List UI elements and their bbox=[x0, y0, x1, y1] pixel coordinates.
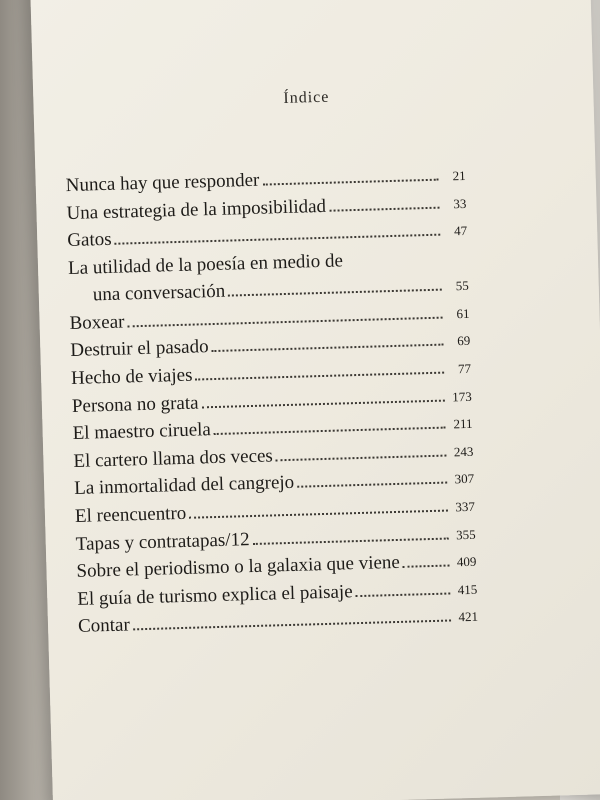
entry-page: 33 bbox=[453, 195, 467, 211]
entry-page: 69 bbox=[457, 333, 471, 349]
entry-page: 61 bbox=[456, 305, 470, 322]
entry-title: Una estrategia de la imposibilidad bbox=[66, 195, 327, 224]
entry-title: Destruir el pasado bbox=[70, 336, 209, 362]
entry-title: Tapas y contratapas/12 bbox=[75, 528, 250, 555]
entry-title-line2: una conversación bbox=[92, 280, 226, 306]
entry-page: 421 bbox=[458, 609, 479, 625]
dot-leader bbox=[253, 536, 449, 544]
entry-page: 55 bbox=[455, 278, 469, 294]
dot-leader bbox=[196, 371, 445, 381]
dot-leader bbox=[228, 288, 442, 297]
entry-page: 355 bbox=[455, 526, 476, 542]
dot-leader bbox=[356, 591, 451, 597]
dot-leader bbox=[276, 453, 447, 461]
entry-title: La inmortalidad del cangrejo bbox=[73, 472, 295, 500]
toc-entry bbox=[68, 244, 469, 310]
dot-leader bbox=[214, 426, 446, 435]
entry-title: Nunca hay que responder bbox=[65, 169, 260, 197]
table-of-contents bbox=[65, 161, 478, 641]
dot-leader bbox=[202, 398, 445, 408]
entry-page: 409 bbox=[456, 553, 477, 570]
entry-title-line1: La utilidad de la poesía en medio de bbox=[67, 250, 344, 279]
page-heading: Índice bbox=[283, 88, 330, 107]
dot-leader bbox=[133, 619, 451, 631]
entry-page: 415 bbox=[457, 581, 478, 598]
dot-leader bbox=[403, 564, 450, 568]
entry-page: 243 bbox=[453, 443, 474, 460]
dot-leader bbox=[128, 315, 443, 327]
entry-page: 337 bbox=[455, 498, 476, 515]
entry-page: 77 bbox=[457, 360, 472, 377]
entry-title: Boxear bbox=[69, 311, 125, 334]
dot-leader bbox=[189, 508, 448, 518]
entry-page: 211 bbox=[453, 415, 473, 432]
entry-page: 307 bbox=[454, 471, 475, 487]
entry-title: El maestro ciruela bbox=[72, 419, 212, 445]
entry-page: 173 bbox=[452, 388, 472, 404]
entry-title: El cartero llama dos veces bbox=[73, 445, 274, 472]
dot-leader bbox=[297, 481, 447, 488]
entry-title: Contar bbox=[77, 614, 131, 638]
dot-leader bbox=[212, 343, 444, 352]
dot-leader bbox=[262, 178, 438, 186]
entry-title: El reencuentro bbox=[74, 502, 187, 527]
dot-leader bbox=[329, 205, 439, 211]
dot-leader bbox=[115, 233, 441, 245]
entry-title: Hecho de viajes bbox=[70, 364, 193, 389]
entry-page: 47 bbox=[453, 223, 468, 239]
entry-title: Gatos bbox=[67, 229, 112, 252]
entry-page: 21 bbox=[452, 167, 466, 184]
entry-title: Sobre el periodismo o la galaxia que viene bbox=[76, 552, 401, 583]
entry-title: El guía de turismo explica el paisaje bbox=[77, 580, 353, 610]
entry-title: Persona no grata bbox=[71, 392, 199, 417]
book-page bbox=[30, 0, 600, 800]
